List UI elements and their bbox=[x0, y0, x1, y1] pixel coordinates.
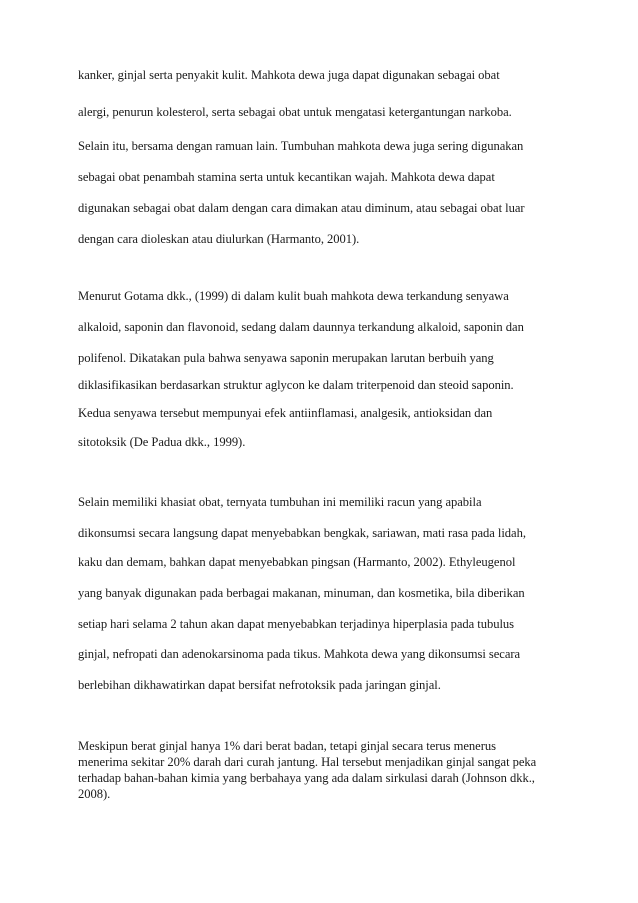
text-line: kanker, ginjal serta penyakit kulit. Mahkota dewa juga dapat digunakan sebagai obat bbox=[78, 68, 500, 82]
text-line: ginjal, nefropati dan adenokarsinoma pada tikus. Mahkota dewa yang dikonsumsi secara bbox=[78, 647, 521, 661]
text-line: setiap hari selama 2 tahun akan dapat menyebabkan terjadinya hiperplasia pada tubulus bbox=[78, 617, 515, 631]
text-line: sebagai obat penambah stamina serta untuk kecantikan wajah. Mahkota dewa dapat bbox=[78, 170, 495, 184]
text-line: yang banyak digunakan pada berbagai makanan, minuman, dan kosmetika, bila diberikan bbox=[78, 586, 525, 600]
text-line: Selain memiliki khasiat obat, ternyata tumbuhan ini memiliki racun yang apabila bbox=[78, 495, 482, 509]
text-line: dikonsumsi secara langsung dapat menyebabkan bengkak, sariawan, mati rasa pada lidah, bbox=[78, 526, 526, 540]
text-line: diklasifikasikan berdasarkan struktur aglycon ke dalam triterpenoid dan steoid saponin. bbox=[78, 378, 514, 392]
text-line: Kedua senyawa tersebut mempunyai efek antiinflamasi, analgesik, antioksidan dan bbox=[78, 406, 493, 420]
text-line: polifenol. Dikatakan pula bahwa senyawa saponin merupakan larutan berbuih yang bbox=[78, 351, 494, 365]
text-line: Selain itu, bersama dengan ramuan lain. Tumbuhan mahkota dewa juga sering digunakan bbox=[78, 139, 524, 153]
text-line: berlebihan dikhawatirkan dapat bersifat nefrotoksik pada jaringan ginjal. bbox=[78, 678, 441, 692]
text-line: menerima sekitar 20% darah dari curah jantung. Hal tersebut menjadikan ginjal sangat peka bbox=[78, 755, 537, 769]
text-line: 2008). bbox=[78, 787, 111, 801]
text-line: kaku dan demam, bahkan dapat menyebabkan pingsan (Harmanto, 2002). Ethyleugenol bbox=[78, 555, 516, 569]
text-line: dengan cara dioleskan atau diulurkan (Harmanto, 2001). bbox=[78, 232, 360, 246]
text-line: alkaloid, saponin dan flavonoid, sedang dalam daunnya terkandung alkaloid, saponin dan bbox=[78, 320, 524, 334]
text-line: Menurut Gotama dkk., (1999) di dalam kulit buah mahkota dewa terkandung senyawa bbox=[78, 289, 509, 303]
text-line: digunakan sebagai obat dalam dengan cara dimakan atau diminum, atau sebagai obat luar bbox=[78, 201, 525, 215]
text-line: Meskipun berat ginjal hanya 1% dari berat badan, tetapi ginjal secara terus menerus bbox=[78, 739, 496, 753]
text-line: sitotoksik (De Padua dkk., 1999). bbox=[78, 435, 246, 449]
text-line: terhadap bahan-bahan kimia yang berbahaya yang ada dalam sirkulasi darah (Johnson dkk., bbox=[78, 771, 535, 785]
text-line: alergi, penurun kolesterol, serta sebagai obat untuk mengatasi ketergantungan narkoba. bbox=[78, 105, 512, 119]
